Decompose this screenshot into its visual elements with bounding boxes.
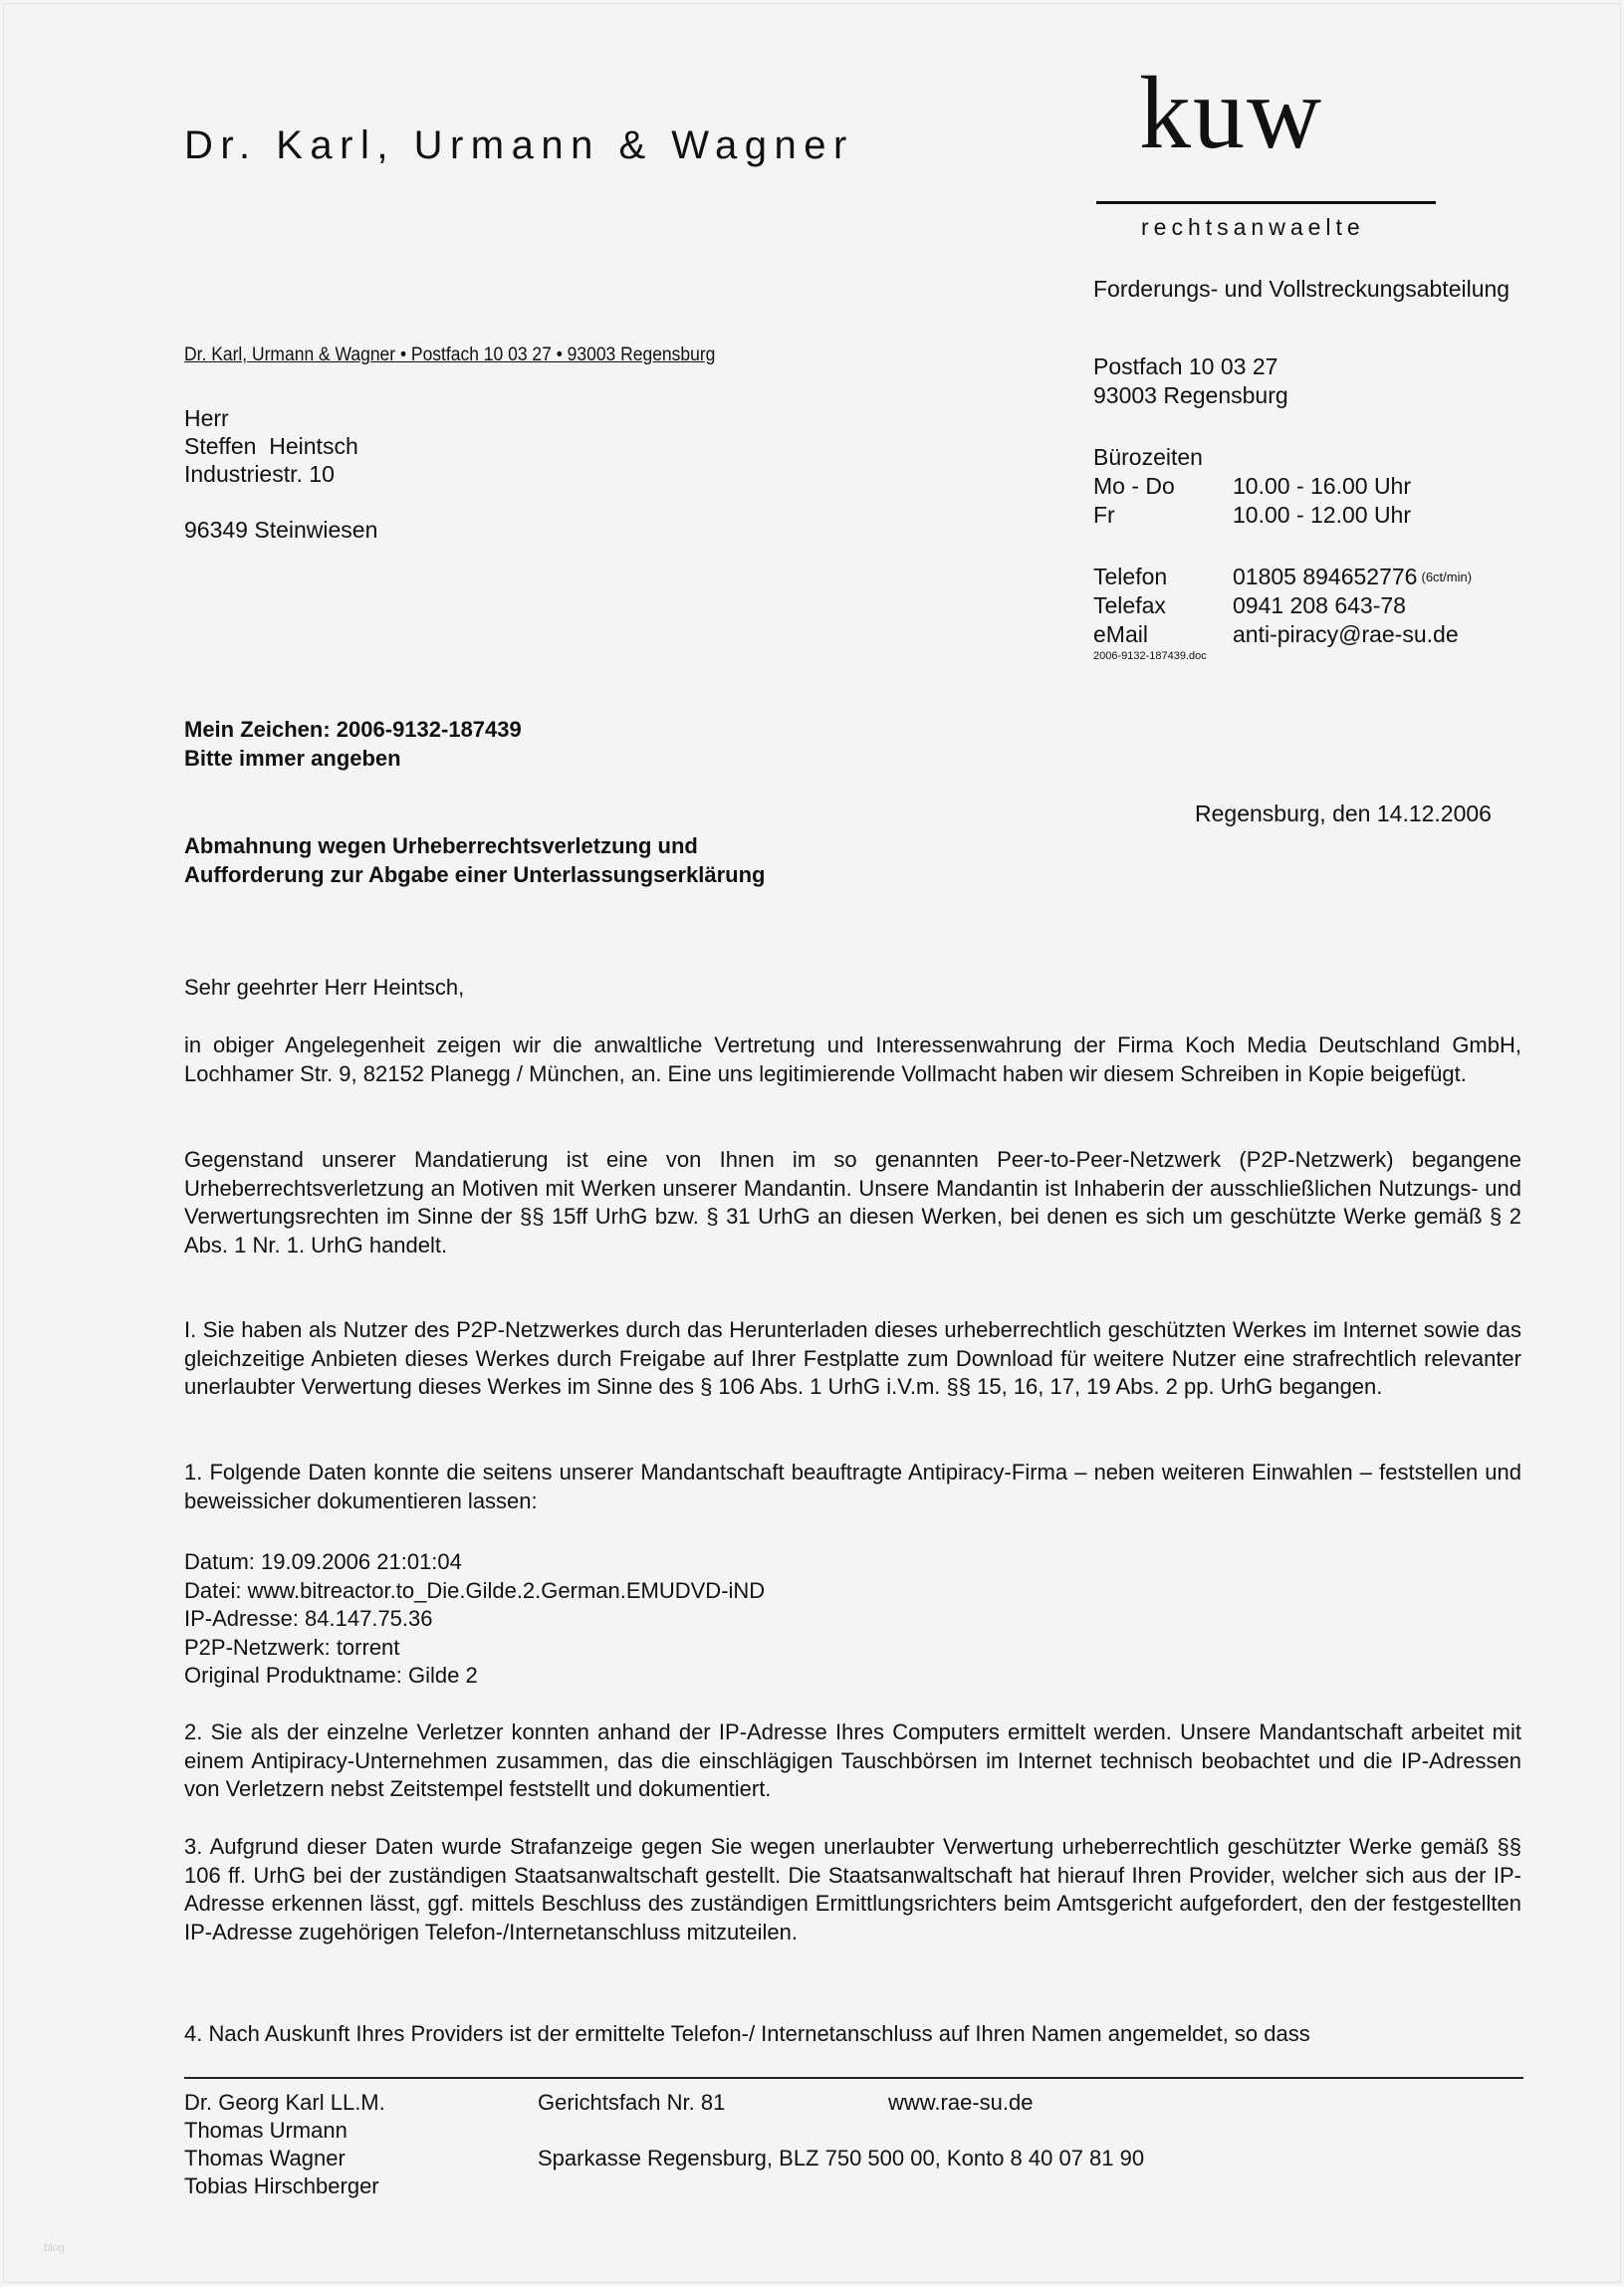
sender-postbox: Postfach 10 03 27	[1093, 353, 1278, 379]
hours-row	[1093, 501, 1411, 530]
email-value: anti-piracy@rae-su.de	[1233, 621, 1459, 647]
evidence-date: Datum: 19.09.2006 21:01:04	[184, 1549, 462, 1574]
sender-city: 93003 Regensburg	[1093, 382, 1288, 408]
footer-divider	[184, 2077, 1523, 2079]
recipient-street: Industriestr. 10	[184, 461, 335, 487]
hours-time: 10.00 - 12.00 Uhr	[1233, 502, 1412, 528]
watermark: blog	[44, 2242, 65, 2254]
subject-line-2: Aufforderung zur Abgabe einer Unterlassungserklärung	[184, 862, 766, 887]
paragraph-identification: 2. Sie als der einzelne Verletzer konnten anhand der IP-Adresse Ihres Computers ermittelt werden. Unsere Mandantschaft arbeitet mit einem Antipiracy-Unternehmen zusammen, das die einschlägigen Tauschbörsen im Internet technisch beobachtet und die IP-Adressen von Verletzern nebst Zeitstempel feststellt und dokumentiert.	[184, 1719, 1521, 1801]
office-hours	[1093, 443, 1411, 530]
kuw-logo: kuw	[1139, 56, 1324, 170]
department-name: Forderungs- und Vollstreckungsabteilung	[1093, 276, 1510, 302]
logo-underline	[1096, 201, 1436, 204]
partner-name: Thomas Urmann	[184, 2118, 348, 2143]
footer-bank-details: Sparkasse Regensburg, BLZ 750 500 00, Konto 8 40 07 81 90	[538, 2146, 1145, 2171]
evidence-list	[184, 1548, 765, 1691]
phone-row	[1093, 563, 1472, 591]
reference-note: Bitte immer angeben	[184, 746, 401, 771]
fax-value: 0941 208 643-78	[1233, 592, 1406, 618]
subject-block	[184, 831, 766, 889]
letter-date: Regensburg, den 14.12.2006	[1195, 800, 1492, 826]
email-label: eMail	[1093, 621, 1148, 647]
logo-subtitle: rechtsanwaelte	[1141, 214, 1365, 240]
recipient-salutation: Herr	[184, 405, 229, 431]
partner-name: Thomas Wagner	[184, 2146, 346, 2171]
letter-page	[3, 3, 1621, 2283]
reference-number: Mein Zeichen: 2006-9132-187439	[184, 717, 522, 742]
paragraph-provider: 4. Nach Auskunft Ihres Providers ist der ermittelte Telefon-/ Internetanschluss auf Ihren Namen angemeldet, so dass	[184, 2021, 1310, 2046]
paragraph-representation: in obiger Angelegenheit zeigen wir die anwaltliche Vertretung und Interessenwahrung der Firma Koch Media Deutschland GmbH, Lochhamer Str. 9, 82152 Planegg / München, an. Eine uns legitimierende Vollmacht haben wir diesem Schreiben in Kopie beigefügt.	[184, 1032, 1521, 1086]
firm-name-heading: Dr. Karl, Urmann & Wagner	[184, 123, 854, 167]
hours-time: 10.00 - 16.00 Uhr	[1233, 473, 1412, 499]
paragraph-infringement: I. Sie haben als Nutzer des P2P-Netzwerkes durch das Herunterladen dieses urheberrechtlich geschützten Werkes im Internet sowie das gleichzeitige Anbieten dieses Werkes durch Freigabe auf Ihrer Festplatte zum Download für weitere Nutzer eine strafrechtlich relevanter unerlaubter Verwertung dieses Werkes im Sinne des § 106 Abs. 1 UrhG i.V.m. §§ 15, 16, 17, 19 Abs. 2 pp. UrhG begangen.	[184, 1317, 1521, 1399]
paragraph-mandate: Gegenstand unserer Mandatierung ist eine von Ihnen im so genannten Peer-to-Peer-Netzwerk (P2P-Netzwerk) begangene Urheberrechtsverletzung an Motiven mit Werken unserer Mandantin. Unsere Mandantin ist Inhaberin der ausschließlichen Nutzungs- und Verwertungsrechten im Sinne der §§ 15ff UrhG bzw. § 31 UrhG an diesen Werken, bei denen es sich um geschützte Werke gemäß § 2 Abs. 1 Nr. 1. UrhG handelt.	[184, 1147, 1521, 1257]
recipient-name: Steffen Heintsch	[184, 433, 358, 459]
evidence-network: P2P-Netzwerk: torrent	[184, 1634, 400, 1660]
document-filename: 2006-9132-187439.doc	[1093, 650, 1207, 662]
hours-days: Mo - Do	[1093, 473, 1175, 499]
office-hours-label: Bürozeiten	[1093, 444, 1203, 470]
phone-value: 01805 894652776	[1233, 564, 1418, 589]
subject-line-1: Abmahnung wegen Urheberrechtsverletzung und	[184, 833, 698, 858]
footer-partners	[184, 2089, 385, 2200]
recipient-address	[184, 404, 377, 544]
paragraph-criminal-complaint: 3. Aufgrund dieser Daten wurde Strafanzeige gegen Sie wegen unerlaubter Verwertung urheberrechtlich geschützter Werke gemäß §§ 106 ff. UrhG bei der zuständigen Staatsanwaltschaft gestellt. Die Staatsanwaltschaft hat hierauf Ihren Provider, welcher sich aus der IP-Adresse erkennen lässt, ggf. mittels Beschluss des zuständigen Ermittlungsrichters beim Amtsgericht aufgefordert, den der festgestellten IP-Adresse zugehörigen Telefon-/Internetanschluss mitzuteilen.	[184, 1834, 1521, 1944]
hours-row	[1093, 472, 1411, 501]
evidence-product: Original Produktname: Gilde 2	[184, 1663, 478, 1688]
recipient-city: 96349 Steinwiesen	[184, 517, 378, 543]
phone-label: Telefon	[1093, 564, 1168, 589]
return-address-line: Dr. Karl, Urmann & Wagner • Postfach 10 03 27 • 93003 Regensburg	[184, 344, 716, 365]
partner-name: Tobias Hirschberger	[184, 2173, 379, 2198]
reference-block	[184, 715, 522, 773]
contact-details	[1093, 563, 1472, 663]
footer-website-link[interactable]: www.rae-su.de	[888, 2090, 1034, 2115]
paragraph-data-intro: 1. Folgende Daten konnte die seitens unserer Mandantschaft beauftragte Antipiracy-Firma – neben weiteren Einwahlen – feststellen und beweissicher dokumentieren lassen:	[184, 1460, 1521, 1513]
evidence-ip: IP-Adresse: 84.147.75.36	[184, 1606, 433, 1631]
phone-rate-note: (6ct/min)	[1421, 570, 1473, 584]
sender-postal-address	[1093, 352, 1288, 410]
hours-days: Fr	[1093, 502, 1115, 528]
greeting: Sehr geehrter Herr Heintsch,	[184, 975, 465, 1000]
fax-row	[1093, 591, 1472, 620]
fax-label: Telefax	[1093, 592, 1166, 618]
footer-court-box: Gerichtsfach Nr. 81	[538, 2090, 726, 2115]
email-row	[1093, 620, 1472, 649]
evidence-file: Datei: www.bitreactor.to_Die.Gilde.2.German.EMUDVD-iND	[184, 1577, 766, 1603]
partner-name: Dr. Georg Karl LL.M.	[184, 2090, 385, 2115]
